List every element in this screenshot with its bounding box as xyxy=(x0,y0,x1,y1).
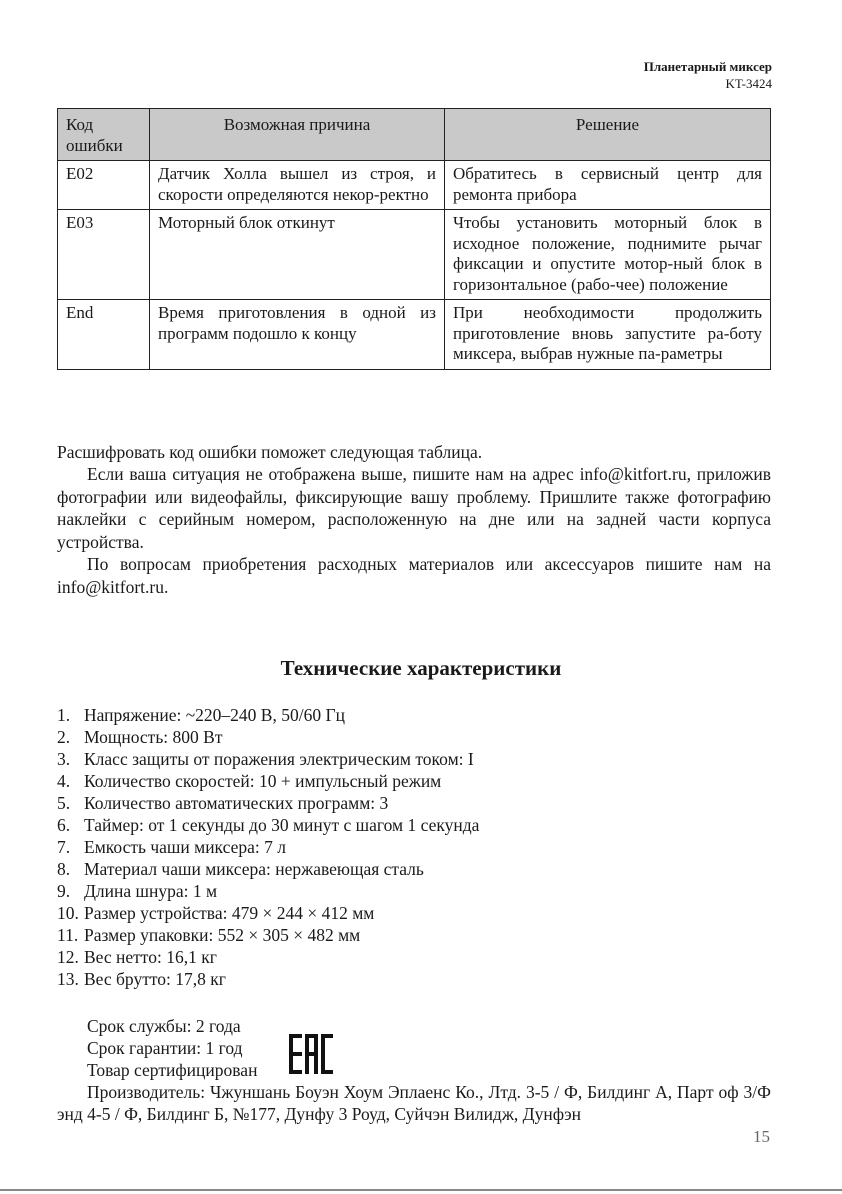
list-item xyxy=(57,748,479,770)
specs-title: Технические характеристики xyxy=(280,656,562,680)
item-number: 9. xyxy=(57,881,71,901)
list-item xyxy=(57,770,479,792)
item-text: Напряжение: ~220–240 В, 50/60 Гц xyxy=(84,705,345,725)
item-number: 2. xyxy=(57,727,71,747)
column-header-code: Код ошибки xyxy=(58,109,150,161)
item-number: 5. xyxy=(57,793,71,813)
solution-cell: Чтобы установить моторный блок в исходное положение, поднимите рычаг фиксации и опустите мотор-ный блок в горизонтальное (рабо-чее) положение xyxy=(445,210,771,300)
header-product-title: Планетарный миксер xyxy=(643,59,772,74)
certification-note: Товар сертифицирован xyxy=(87,1060,258,1080)
item-text: Мощность: 800 Вт xyxy=(84,727,223,747)
solution-cell: Обратитесь в сервисный центр для ремонта прибора xyxy=(445,161,771,210)
table-row xyxy=(58,300,771,370)
list-item xyxy=(57,726,479,748)
list-item xyxy=(57,792,479,814)
error-code-cell: E03 xyxy=(58,210,150,300)
item-text: Емкость чаши миксера: 7 л xyxy=(84,837,286,857)
table-header-row xyxy=(58,109,771,161)
list-item xyxy=(57,902,479,924)
list-item xyxy=(57,814,479,836)
item-number: 4. xyxy=(57,771,71,791)
item-number: 10. xyxy=(57,903,79,923)
item-number: 7. xyxy=(57,837,71,857)
table-note-paragraph: Расшифровать код ошибки поможет следующая таблица. xyxy=(57,442,483,462)
item-number: 13. xyxy=(57,969,79,989)
list-item xyxy=(57,946,479,968)
header-model: KT-3424 xyxy=(725,76,772,91)
column-header-cause: Возможная причина xyxy=(150,109,445,161)
manufacturer-paragraph: Производитель: Чжуншань Боуэн Хоум Эплаенс Ко., Лтд. 3-5 / Ф, Билдинг А, Парт оф 3/Ф энд 4-5 / Ф, Билдинг Б, №177, Дунфу 3 Роуд, Суйчэн Вилидж, Дунфэн xyxy=(57,1082,771,1124)
item-text: Количество скоростей: 10 + импульсный режим xyxy=(84,771,442,791)
page-number: 15 xyxy=(753,1127,770,1146)
service-life: Срок службы: 2 года xyxy=(87,1016,241,1036)
purchase-paragraph: По вопросам приобретения расходных материалов или аксессуаров пишите нам на info@kitfort.ru. xyxy=(57,554,771,597)
item-text: Класс защиты от поражения электрическим током: I xyxy=(84,749,474,769)
cause-cell: Датчик Холла вышел из строя, и скорости определяются некор-ректно xyxy=(150,161,445,210)
item-text: Размер упаковки: 552 × 305 × 482 мм xyxy=(84,925,361,945)
list-item xyxy=(57,968,479,990)
bottom-divider xyxy=(0,1189,842,1191)
list-item xyxy=(57,924,479,946)
specs-list xyxy=(57,704,479,990)
column-header-solution: Решение xyxy=(445,109,771,161)
list-item xyxy=(57,880,479,902)
item-number: 6. xyxy=(57,815,71,835)
error-code-cell: End xyxy=(58,300,150,370)
item-text: Материал чаши миксера: нержавеющая сталь xyxy=(84,859,424,879)
error-code-table xyxy=(57,108,771,370)
page-header xyxy=(644,58,772,92)
list-item xyxy=(57,858,479,880)
list-item xyxy=(57,704,479,726)
item-number: 8. xyxy=(57,859,71,879)
solution-cell: При необходимости продолжить приготовление вновь запустите ра-боту миксера, выбрав нужные па-раметры xyxy=(445,300,771,370)
item-text: Размер устройства: 479 × 244 × 412 мм xyxy=(84,903,375,923)
item-text: Длина шнура: 1 м xyxy=(84,881,218,901)
warranty-period: Срок гарантии: 1 год xyxy=(87,1038,243,1058)
item-number: 12. xyxy=(57,947,79,967)
table-row xyxy=(58,161,771,210)
item-number: 3. xyxy=(57,749,71,769)
contact-paragraph: Если ваша ситуация не отображена выше, пишите нам на адрес info@kitfort.ru, приложив фотографии или видеофайлы, фиксирующие вашу проблему. Пришлите также фотографию наклейки с серийным номером, расположенную на дне или на задней части корпуса устройства. xyxy=(57,464,771,552)
cause-cell: Время приготовления в одной из программ подошло к концу xyxy=(150,300,445,370)
item-text: Таймер: от 1 секунды до 30 минут с шагом 1 секунда xyxy=(84,815,480,835)
item-number: 11. xyxy=(57,925,79,945)
item-text: Вес брутто: 17,8 кг xyxy=(84,969,226,989)
error-code-cell: E02 xyxy=(58,161,150,210)
eac-mark-icon xyxy=(289,1034,333,1074)
item-number: 1. xyxy=(57,705,71,725)
cause-cell: Моторный блок откинут xyxy=(150,210,445,300)
table-row xyxy=(58,210,771,300)
service-info xyxy=(87,1015,257,1081)
item-text: Количество автоматических программ: 3 xyxy=(84,793,389,813)
item-text: Вес нетто: 16,1 кг xyxy=(84,947,217,967)
list-item xyxy=(57,836,479,858)
